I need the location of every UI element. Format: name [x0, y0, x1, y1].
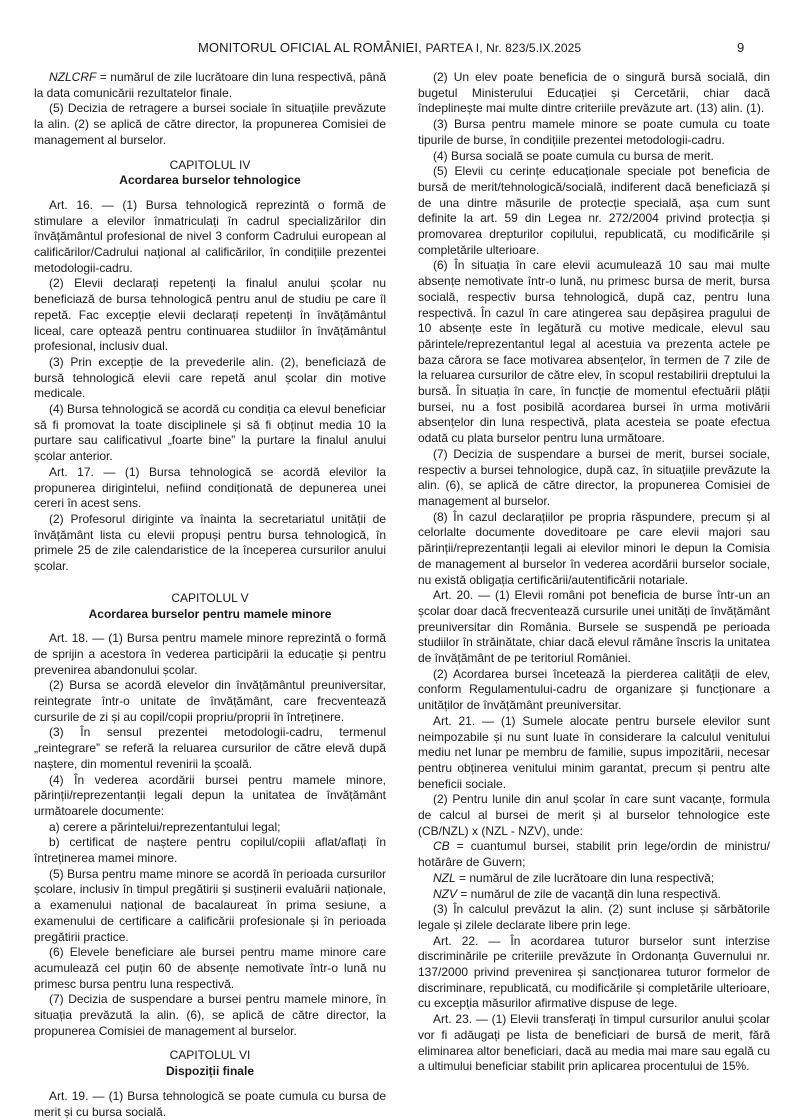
article-18-4: (4) În vederea acordării bursei pentru mamele minore, părinții/reprezentanții legali depun la unitatea de învățământ următoarele documente: — [34, 772, 386, 818]
article-17-1: Art. 17. — (1) Bursa tehnologică se acordă elevilor la propunerea dirigintelui, nefiind condiționată de depunerea unei cereri în acest sens. — [34, 464, 386, 511]
article-21-1: Art. 21. — (1) Sumele alocate pentru bursele elevilor sunt neimpozabile și nu sunt luate în considerare la calculul venitului mediu net lunar pe membru de familie, supus impozitării, necesar pentru obținerea venitului minim garantat, precum și pentru alte beneficii sociale. — [418, 713, 770, 791]
article-21-2: (2) Pentru lunile din anul școlar în care sunt vacanțe, formula de calcul al bursei de merit și al burselor tehnologice este (CB/NZL) x (NZL - NZV), unde: — [418, 792, 770, 838]
chapter-title: Dispoziții finale — [165, 1064, 254, 1079]
article-23-1: Art. 23. — (1) Elevii transferați în timpul cursurilor anului școlar vor fi adăugați pe lista de beneficiari de bursă de merit, fără eliminarea altor beneficiari, dacă au media mai mare sau egală cu a ultimului beneficiar stabilit prin aplicarea procentului de 15%. — [418, 1012, 770, 1074]
chapter-number: CAPITOLUL IV — [169, 157, 251, 172]
paragraph — [34, 70, 386, 101]
article-16-2: (2) Elevii declarați repetenți la finalul anului școlar nu beneficiază de bursa tehnologică pentru anul de studiu pe care îl repetă. Fac excepție elevii declarați repetenți în învățământul liceal, care optează pentru continuarea studiilor în învățământul profesional, inclusiv dual. — [34, 276, 386, 354]
definition-text: = numărul de zile lucrătoare din luna respectivă; — [455, 870, 715, 885]
variable-name: NZV — [433, 886, 457, 901]
definition-nzv — [418, 887, 770, 903]
article-21-3: (3) În calculul prevăzut la alin. (2) sunt incluse și sărbătorile legale și zilele declarate libere prin lege. — [418, 902, 770, 932]
definition-text: = cuantumul bursei, stabilit prin lege/ordin de ministru/ hotărâre de Guvern; — [418, 839, 770, 870]
article-18-1: Art. 18. — (1) Bursa pentru mamele minore reprezintă o formă de sprijin a acestora în vederea participării la educație și pentru prevenirea abandonului școlar. — [34, 631, 386, 677]
article-19-3: (3) Bursa pentru mamele minore se poate cumula cu toate tipurile de burse, în condițiile prezentei metodologii-cadru. — [418, 117, 770, 147]
definition-text: = numărul de zile de vacanță din luna respectivă. — [457, 886, 721, 901]
article-16-4: (4) Bursa tehnologică se acordă cu condiția ca elevul beneficiar să fi promovat la toate disciplinele și să fi obținut media 10 la purtare sau calificativul „foarte bine” la purtare la finalul anului școlar anterior. — [34, 402, 386, 464]
article-16-1: Art. 16. — (1) Bursa tehnologică reprezintă o formă de stimulare a elevilor înmatriculați în cadrul specializărilor din învățământul profesional de nivel 3 conform Cadrului european al calificărilor/Cadrului național al calificărilor, în condițiile prezentei metodologii-cadru. — [34, 197, 386, 275]
chapter-title: Acordarea burselor tehnologice — [119, 173, 301, 188]
article-19-4: (4) Bursa socială se poate cumula cu bursa de merit. — [433, 148, 714, 163]
issue-info: PARTEA I, Nr. 823/5.IX.2025 — [425, 41, 582, 55]
article-19-1: Art. 19. — (1) Bursa tehnologică se poate cumula cu bursa de merit și cu bursa socială. — [34, 1088, 386, 1119]
article-19-6: (6) În situația în care elevii acumulează 10 sau mai multe absențe nemotivate într-o lună, nu primesc bursa de merit, bursa socială, respectiv bursa tehnologică, după caz, pentru luna respectivă. În cazul în care atingerea sau depășirea pragului de 10 absențe este în legătură cu motive medicale, elevul sau părintele/reprezentantul legal al acestuia va prezenta actele pe baza cărora se face motivarea absențelor, în termen de 7 zile de la reluarea cursurilor de către elev, în scopul restabilirii dreptului la bursă. În situația în care, în funcție de momentul efectuării plății bursei, nu a fost posibilă acordarea bursei în urma motivării absențelor din luna respectivă, plata acesteia se poate efectua odată cu plata burselor pentru luna următoare. — [418, 258, 770, 446]
article-18-3: (3) În sensul prezentei metodologii-cadru, termenul „reintegrare” se referă la reluarea cursurilor de către elevă după naștere, din momentul revenirii la școală. — [34, 725, 386, 771]
article-17-2: (2) Profesorul diriginte va înainta la secretariatul unității de învățământ lista cu elevii propuși pentru bursa tehnologică, în primele 25 de zile calendaristice de la începerea cursurilor anului școlar. — [34, 511, 386, 574]
chapter-title: Acordarea burselor pentru mamele minore — [88, 606, 332, 621]
right-column — [418, 70, 770, 1075]
article-19-8: (8) În cazul declarațiilor pe propria răspundere, precum și al celorlalte documente doveditoare pe care elevii majori sau părinții/reprezentanții legali ai elevilor minori le depun la Comisia de management al burselor în vederea acordării burselor sociale, nu există obligația certificării/autentificării notariale. — [418, 509, 770, 587]
article-18-7: (7) Decizia de suspendare a bursei pentru mamele minore, în situația prevăzută la alin. (6), se aplică de către director, la propunerea Comisiei de management al burselor. — [34, 992, 386, 1038]
article-18-4a: a) cerere a părintelui/reprezentantului legal; — [49, 819, 281, 834]
article-20-2: (2) Acordarea bursei încetează la pierderea calității de elev, conform Regulamentului-cadru de organizare și funcționare a unităților de învățământ preuniversitar. — [418, 666, 770, 713]
article-20-1: Art. 20. — (1) Elevii români pot beneficia de burse într-un an școlar doar dacă frecventează cursurile unei unități de învățământ preuniversitar din România. Bursele se suspendă pe perioada studiilor în străinătate, chiar dacă elevul rămâne înscris la unitatea de învățământ de pe teritoriul României. — [418, 588, 770, 666]
publication-title — [198, 40, 581, 55]
article-18-4b: b) certificat de naștere pentru copilul/copiii aflat/aflați în întreținerea mamei minore. — [34, 835, 386, 866]
variable-name: NZLCRF — [49, 70, 97, 84]
journal-name: MONITORUL OFICIAL AL ROMÂNIEI, — [198, 40, 422, 55]
article-19-5: (5) Elevii cu cerințe educaționale speciale pot beneficia de bursă de merit/tehnologică/socială, indiferent dacă beneficiază și de una dintre măsurile de protecție specială, așa cum sunt definite la art. 59 din Legea nr. 272/2004 privind protecția și promovarea drepturilor copilului, republicată, cu modificările și completările ulterioare. — [418, 164, 770, 257]
definition-nzl — [418, 871, 770, 887]
variable-name: NZL — [433, 870, 456, 885]
article-19-2: (2) Un elev poate beneficia de o singură bursă socială, din bugetul Ministerului Educației și Cercetării, chiar dacă îndeplinește mai multe dintre criteriile prevăzute art. (13) alin. (1). — [418, 70, 770, 116]
paragraph: (5) Decizia de retragere a bursei sociale în situațiile prevăzute la alin. (2) se aplică de către director, la propunerea Comisiei de management al burselor. — [34, 101, 386, 147]
article-16-3: (3) Prin excepție de la prevederile alin. (2), beneficiază de bursă tehnologică elevii care repetă anul școlar din motive medicale. — [34, 354, 386, 401]
page-number: 9 — [737, 40, 745, 55]
definition-cb — [418, 839, 770, 870]
chapter-number: CAPITOLUL V — [171, 590, 249, 605]
chapter-number: CAPITOLUL VI — [169, 1048, 251, 1063]
left-column — [34, 70, 386, 1120]
article-22: Art. 22. — În acordarea tuturor burselor sunt interzise discriminările pe criteriile prevăzute în Ordonanța Guvernului nr. 137/2000 privind prevenirea și sancționarea tuturor formelor de discriminare, republicată, cu modificările și completările ulterioare, cu excepția măsurilor afirmative dispuse de lege. — [418, 933, 770, 1011]
article-18-5: (5) Bursa pentru mame minore se acordă în perioada cursurilor școlare, inclusiv în timpul pregătirii și susținerii evaluării naționale, a examenului național de bacalaureat în prima sesiune, a examenului de certificare a calificării profesionale și în perioada pregătirii practice. — [34, 866, 386, 944]
page-header — [0, 40, 786, 60]
article-18-6: (6) Elevele beneficiare ale bursei pentru mame minore care acumulează cel puțin 60 de absențe nemotivate într-o lună nu primesc bursa pentru luna respectivă. — [34, 945, 386, 991]
variable-name: CB — [433, 839, 450, 854]
paragraph-text: = numărul de zile lucrătoare din luna respectivă, până la data comunicării rezultatelor finale. — [34, 70, 386, 100]
article-18-2: (2) Bursa se acordă elevelor din învățământul preuniversitar, reintegrate într-o unitate de învățământ, care frecventează cursurile de zi și au copil/copii propriu/proprii în întreținere. — [34, 678, 386, 724]
article-19-7: (7) Decizia de suspendare a bursei de merit, bursei sociale, respectiv a bursei tehnologice, după caz, în situațiile prevăzute la alin. (6), se aplică de către director, la propunerea Comisiei de management al burselor. — [418, 446, 770, 508]
